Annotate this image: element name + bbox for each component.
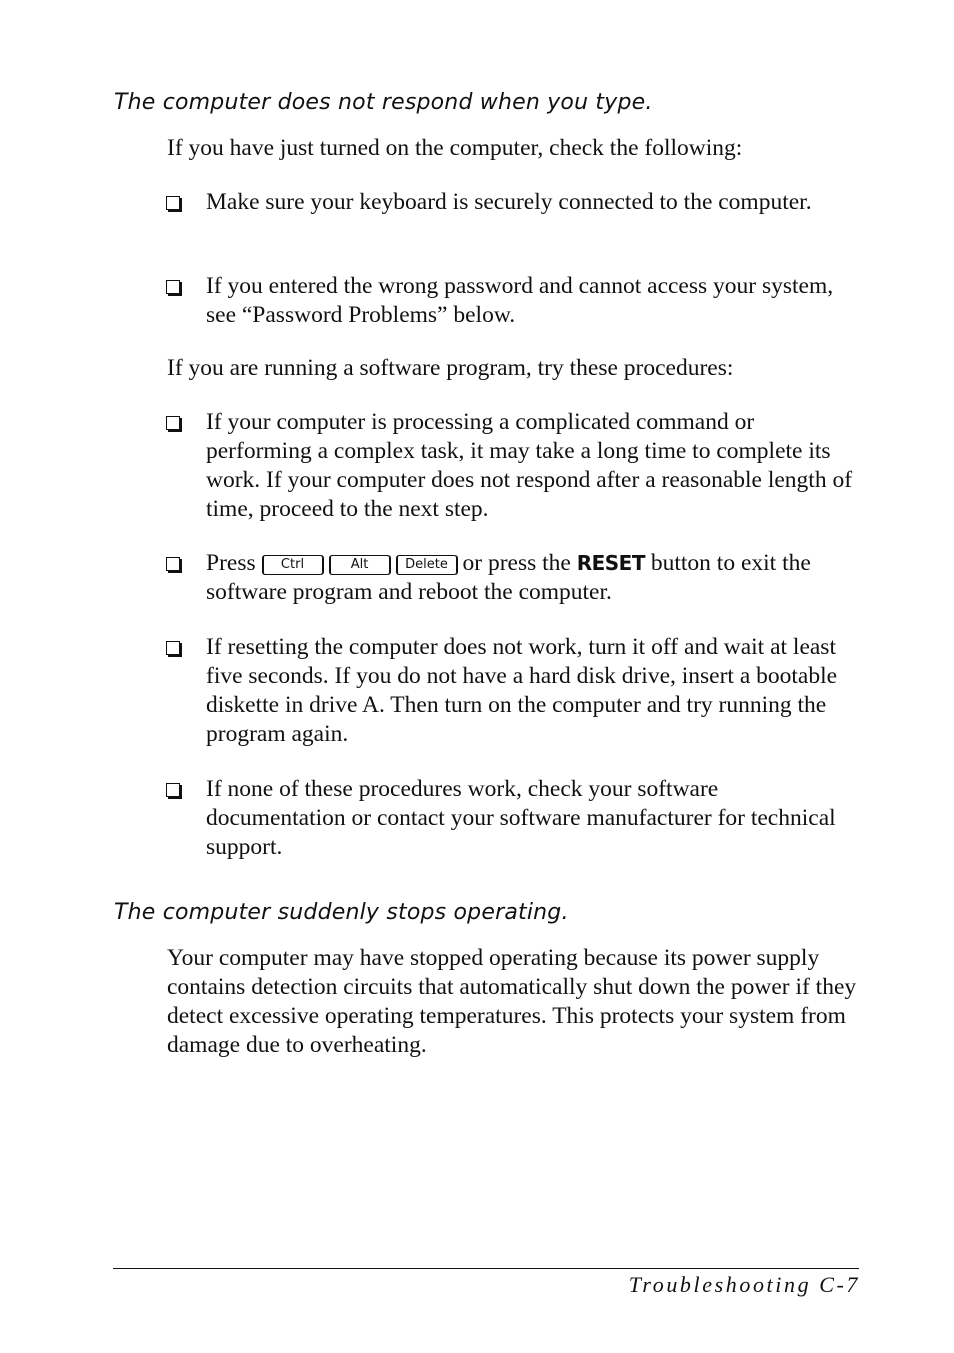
section-heading-not-respond: The computer does not respond when you type. (114, 90, 653, 115)
list-item (166, 272, 856, 330)
press-prefix: Press (206, 550, 256, 576)
list-item (166, 188, 856, 217)
list-item (166, 408, 856, 524)
intro-running-software: If you are running a software program, try these procedures: (167, 355, 734, 381)
list-item-text: If resetting the computer does not work, turn it off and wait at least five seconds. If you do not have a hard disk drive, insert a bootable diskette in drive A. Then turn on the computer and try running the program again. (206, 634, 838, 747)
page-footer (629, 1272, 860, 1298)
checkbox-bullet-icon (166, 416, 180, 430)
section-heading-stops-operating: The computer suddenly stops operating. (114, 900, 569, 925)
press-middle: or press the (462, 550, 571, 576)
footer-chapter: Troubleshooting (628, 1272, 812, 1297)
list-item-text: If your computer is processing a complicated command or performing a complex task, it may take a long time to complete its work. If your computer does not respond after a reasonable length of time, proceed to the next step. (206, 409, 853, 522)
press-suffix: button to exit the software program and reboot the computer. (206, 550, 811, 605)
alt-key: Alt (329, 555, 390, 575)
list-item-text: If you entered the wrong password and cannot access your system, see “Password Problems” below. (206, 273, 834, 328)
delete-key: Delete (396, 555, 457, 575)
list-item (166, 549, 856, 607)
list-item-text: If none of these procedures work, check your software documentation or contact your software manufacturer for technical support. (206, 776, 836, 860)
checkbox-bullet-icon (166, 280, 180, 294)
list-item (166, 775, 856, 862)
checkbox-bullet-icon (166, 196, 180, 210)
checkbox-bullet-icon (166, 557, 180, 571)
reset-button-label: RESET (576, 551, 645, 575)
intro-just-turned-on: If you have just turned on the computer, check the following: (167, 135, 743, 161)
list-item (166, 633, 856, 749)
ctrl-key: Ctrl (262, 555, 323, 575)
checkbox-bullet-icon (166, 783, 180, 797)
list-item-text: Make sure your keyboard is securely connected to the computer. (206, 189, 812, 215)
section-body-overheating: Your computer may have stopped operating because its power supply contains detection circuits that automatically shut down the power if they detect excessive operating temperatures. This protects your system from damage due to overheating. (167, 945, 857, 1058)
footer-rule (113, 1268, 859, 1269)
checkbox-bullet-icon (166, 641, 180, 655)
page-number: C-7 (819, 1272, 860, 1297)
list-item-text-press (206, 549, 856, 607)
